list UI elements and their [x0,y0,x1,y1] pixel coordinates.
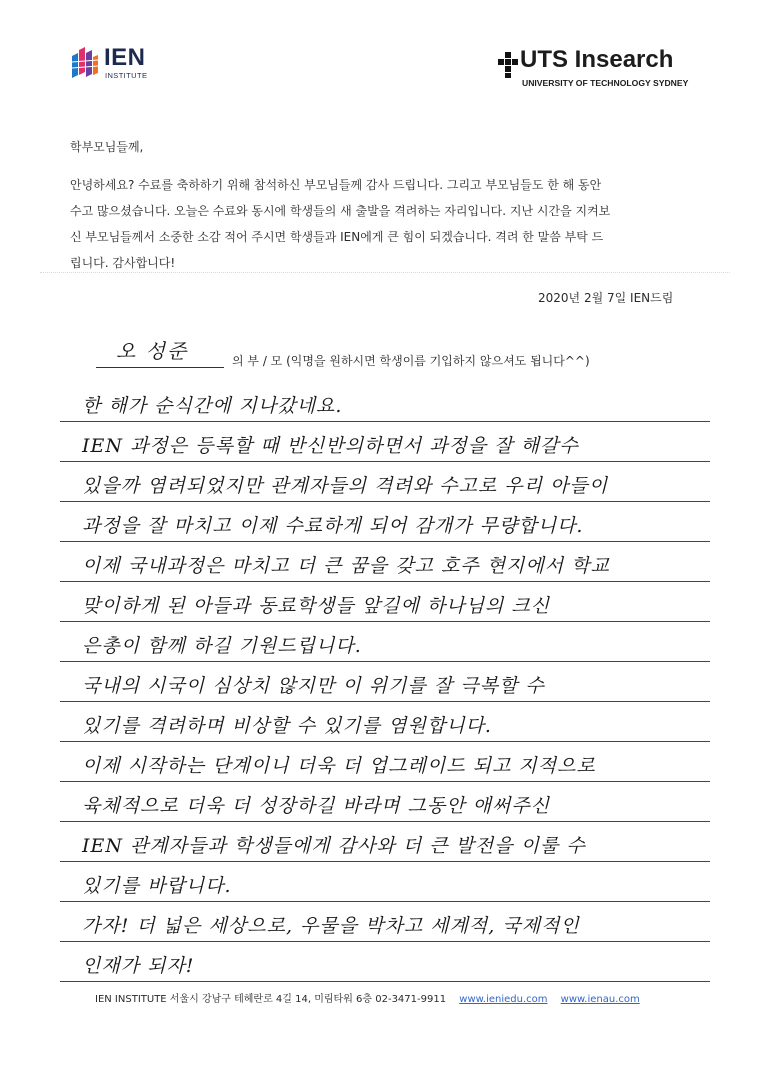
intro-paragraph [70,172,710,276]
parent-label: 의 부 / 모 (익명을 원하시면 학생이름 기입하지 않으셔도 됩니다^^) [232,354,590,368]
handwritten-text: 있기를 바랍니다. [82,875,232,897]
date-signature: 2020년 2월 7일 IEN드림 [538,291,674,305]
handwritten-text: 맞이하게 된 아들과 동료학생들 앞길에 하나님의 크신 [82,595,551,617]
handwritten-text: 이제 국내과정은 마치고 더 큰 꿈을 갖고 호주 현지에서 학교 [82,555,610,577]
handwritten-line [60,583,710,622]
handwritten-line [60,423,710,462]
handwritten-line [60,503,710,542]
uts-logo-sub: UNIVERSITY OF TECHNOLOGY SYDNEY [522,78,689,88]
handwritten-text: 과정을 잘 마치고 이제 수료하게 되어 감개가 무량합니다. [82,515,584,537]
handwritten-line [60,943,710,982]
handwritten-line [60,663,710,702]
handwritten-text: 인재가 되자! [82,955,195,977]
handwritten-text: 육체적으로 더욱 더 성장하길 바라며 그동안 애써주신 [82,795,551,817]
intro-line: 수고 많으셨습니다. 오늘은 수료와 동시에 학생들의 새 출발을 격려하는 자리입니다. 지난 시간을 지켜보 [70,204,611,218]
handwritten-text: 있을까 염려되었지만 관계자들의 격려와 수고로 우리 아들이 [82,475,609,497]
handwritten-line [60,623,710,662]
handwritten-line [60,783,710,822]
handwritten-text: 한 해가 순식간에 지나갔네요. [82,395,343,417]
handwritten-text: 국내의 시국이 심상치 않지만 이 위기를 잘 극복할 수 [82,675,545,697]
ien-logo-name: IEN [104,44,146,71]
handwritten-text: IEN 관계자들과 학생들에게 감사와 더 큰 발전을 이룰 수 [82,835,586,857]
handwritten-line [60,743,710,782]
handwritten-text: 이제 시작하는 단계이니 더욱 더 업그레이드 되고 지적으로 [82,755,596,777]
handwritten-line [60,703,710,742]
uts-mark-icon [498,52,518,78]
handwritten-line [60,543,710,582]
footer-address: IEN INSTITUTE 서울시 강남구 테헤란로 4길 14, 미림타워 6층 02-3471-9911 [95,994,447,1005]
student-name-field [96,337,224,368]
handwritten-line [60,903,710,942]
footer-link-ieniedu[interactable]: www.ieniedu.com [459,994,548,1005]
intro-line: 립니다. 감사합니다! [70,256,176,270]
uts-logo-name: UTS Insearch [520,46,674,73]
ien-logo [70,44,180,84]
footer-link-ienau[interactable]: www.ienau.com [560,994,640,1005]
intro-line: 안녕하세요? 수료를 축하하기 위해 참석하신 부모님들께 감사 드립니다. 그리고 부모님들도 한 해 동안 [70,178,602,192]
greeting: 학부모님들께, [70,140,144,154]
handwritten-text: 가자! 더 넓은 세상으로, 우물을 박차고 세계적, 국제적인 [82,915,580,937]
uts-insearch-logo [498,46,698,96]
dotted-divider [40,272,730,273]
handwritten-line [60,863,710,902]
ien-mark-icon [70,44,100,82]
handwritten-line [60,823,710,862]
student-name-handwritten: 오 성준 [116,339,189,363]
handwritten-text: 있기를 격려하며 비상할 수 있기를 염원합니다. [82,715,492,737]
ien-logo-sub: INSTITUTE [105,71,148,80]
handwritten-line [60,463,710,502]
handwritten-line [60,383,710,422]
intro-line: 신 부모님들께서 소중한 소감 적어 주시면 학생들과 IEN에게 큰 힘이 되겠습니다. 격려 한 말씀 부탁 드 [70,230,604,244]
handwritten-text: IEN 과정은 등록할 때 반신반의하면서 과정을 잘 해갈수 [82,435,579,457]
footer [95,990,695,1005]
handwritten-text: 은총이 함께 하길 기원드립니다. [82,635,362,657]
